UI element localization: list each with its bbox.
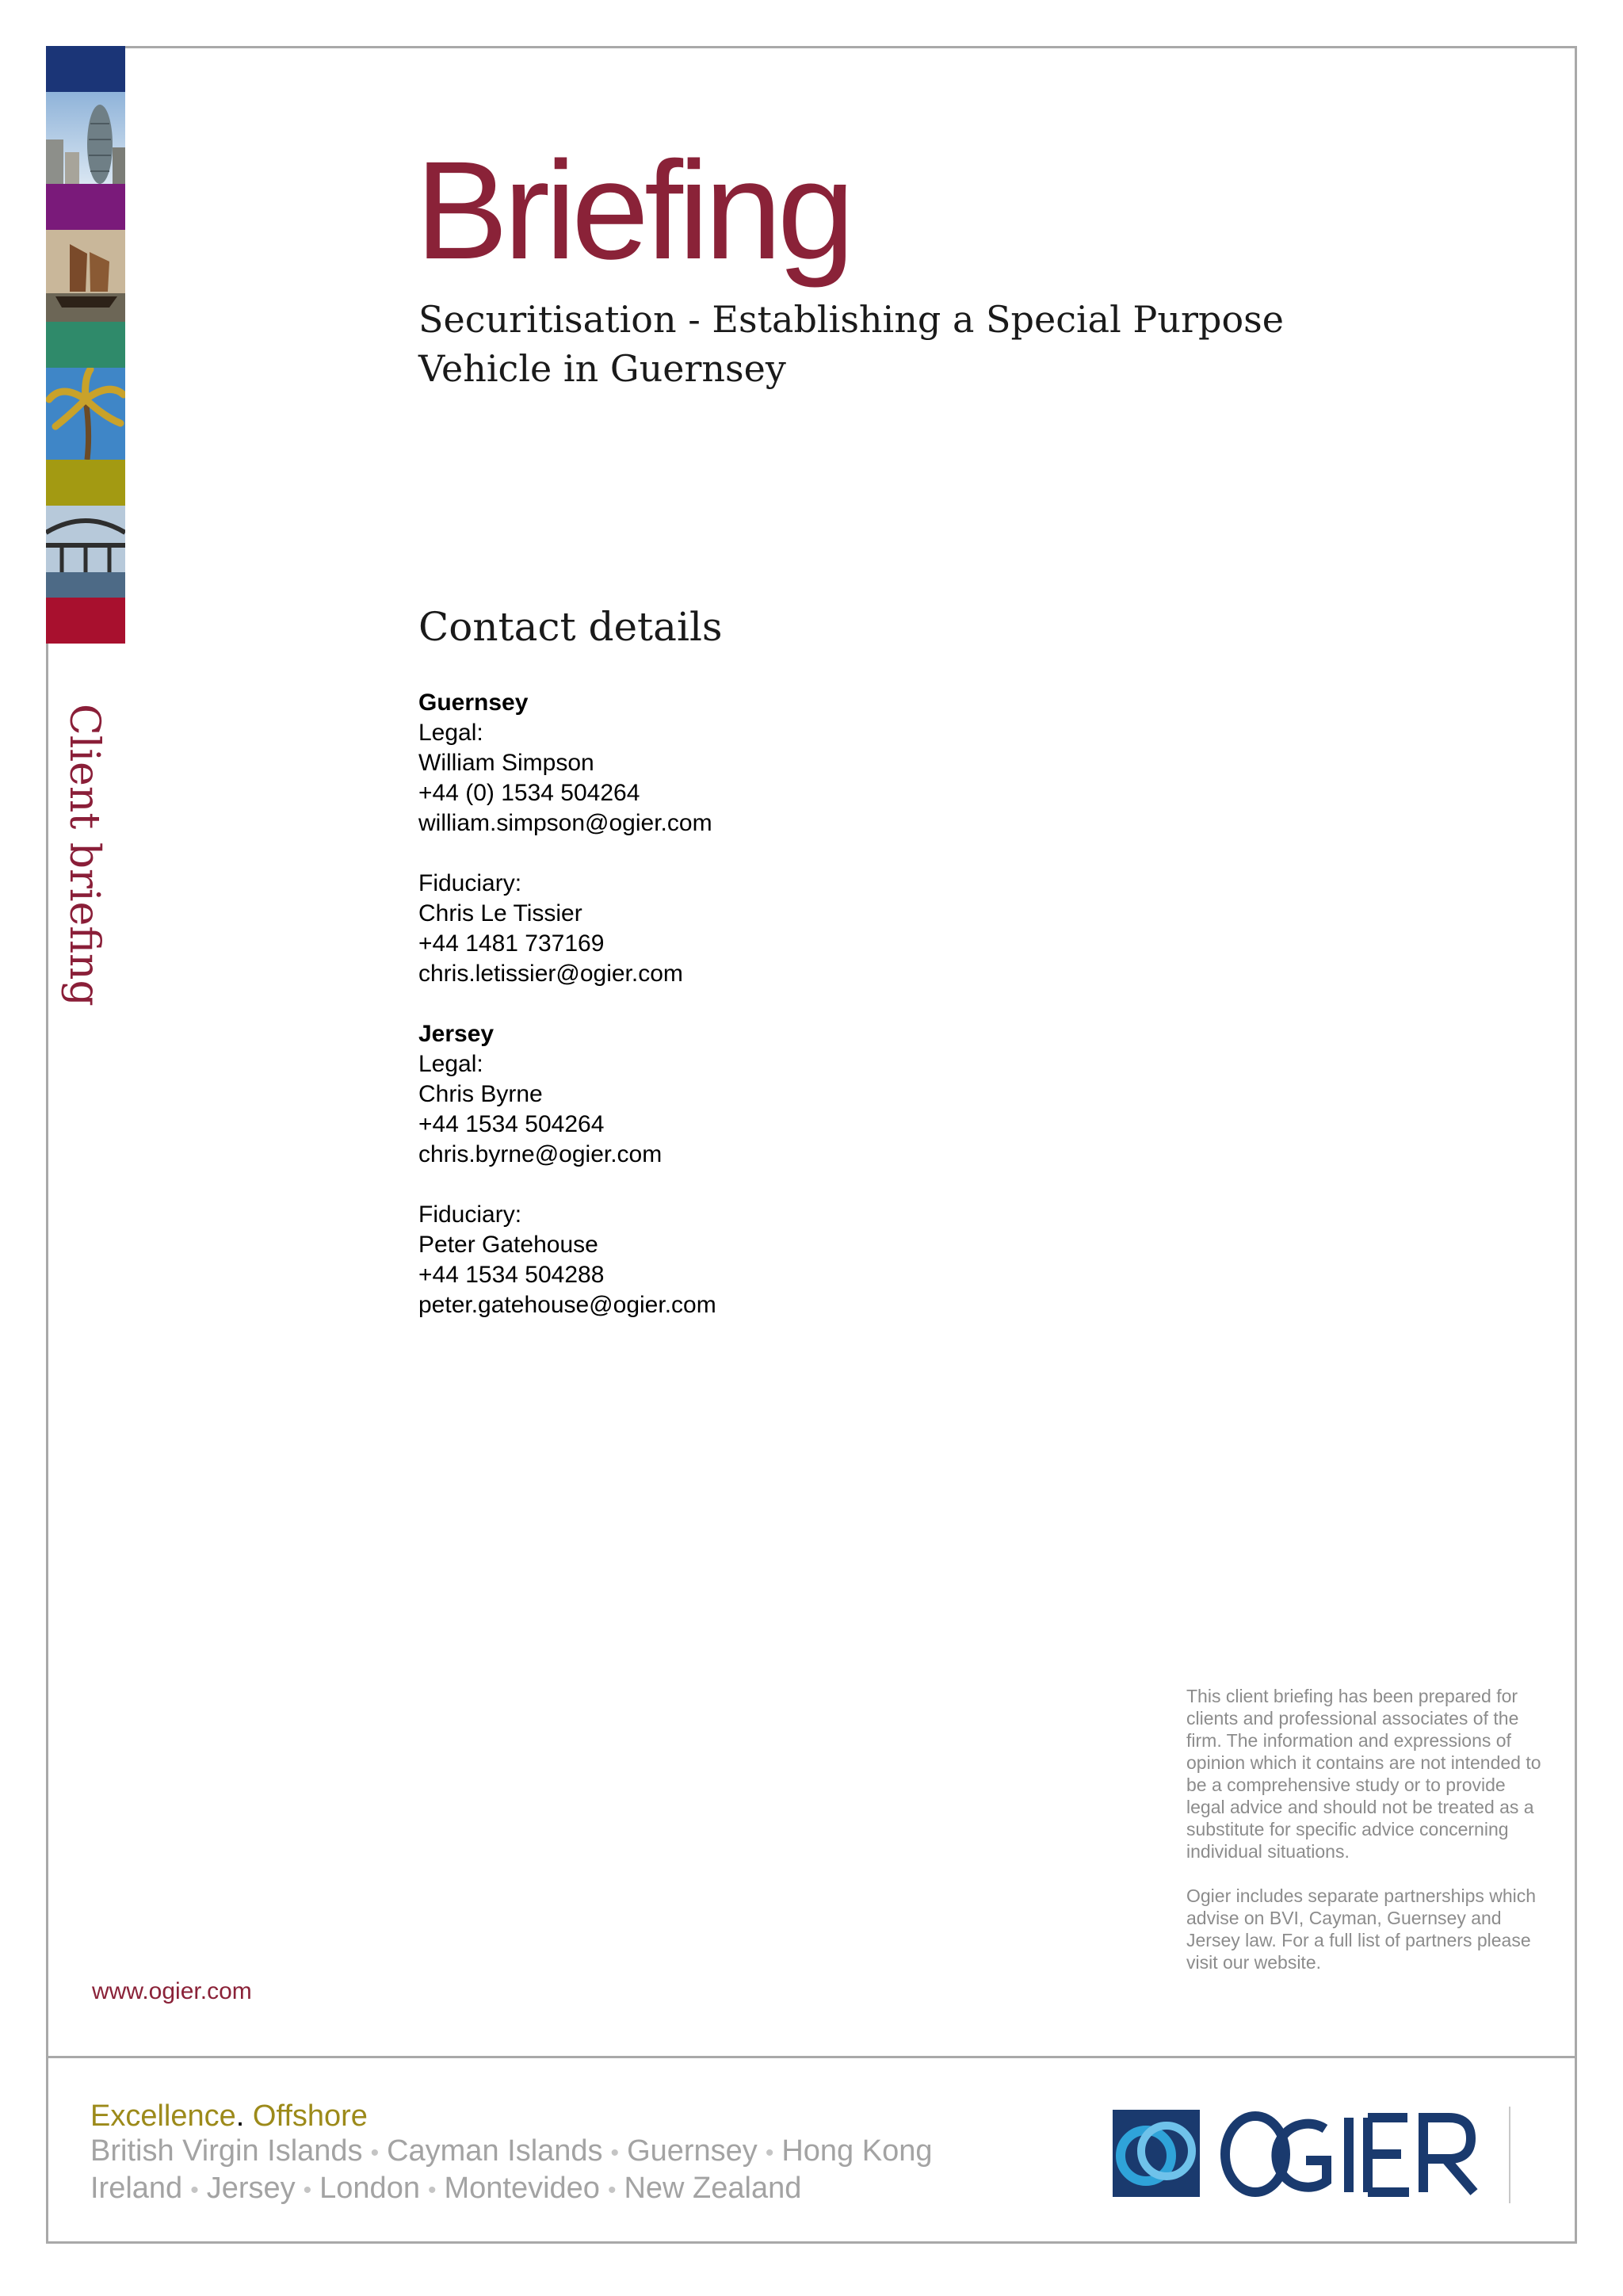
locations-line-1: [90, 2134, 1041, 2171]
region-name: Jersey: [418, 1021, 495, 1047]
location: London: [319, 2172, 420, 2205]
client-briefing-vertical-label: [60, 704, 108, 1021]
location: Montevideo: [444, 2172, 600, 2205]
page-title: Briefing: [415, 133, 850, 288]
color-block-navy: [46, 46, 125, 92]
contact-email-link[interactable]: chris.letissier@ogier.com: [418, 961, 683, 987]
contact-person: Chris Byrne: [418, 1081, 543, 1107]
contact-region-guernsey: [418, 688, 716, 989]
separator-dot: •: [370, 2140, 380, 2166]
separator-dot: •: [765, 2140, 774, 2166]
image-strip: [46, 46, 125, 644]
contact-phone: +44 (0) 1534 504264: [418, 780, 640, 806]
location: Jersey: [206, 2172, 296, 2205]
location: Hong Kong: [781, 2134, 933, 2168]
tagline-excellence: Excellence: [90, 2099, 236, 2133]
office-locations: [90, 2134, 1041, 2208]
footer-divider: [46, 2056, 1577, 2058]
contact-person: Chris Le Tissier: [418, 900, 582, 926]
contact-list: [418, 688, 716, 1320]
contact-person: William Simpson: [418, 750, 594, 776]
tagline-offshore: Offshore: [252, 2099, 368, 2133]
separator-dot: •: [303, 2177, 312, 2203]
tagline-separator: .: [235, 2099, 253, 2133]
tagline: [90, 2099, 368, 2134]
color-block-olive: [46, 460, 125, 506]
color-block-purple: [46, 184, 125, 230]
disclaimer: [1186, 1685, 1543, 1996]
locations-line-2: [90, 2171, 1041, 2208]
junk-boat-photo: [46, 230, 125, 322]
contact-phone: +44 1534 504288: [418, 1262, 605, 1288]
contact-email-link[interactable]: peter.gatehouse@ogier.com: [418, 1292, 716, 1318]
website-link[interactable]: www.ogier.com: [92, 1978, 252, 2004]
separator-dot: •: [427, 2177, 437, 2203]
separator-dot: •: [610, 2140, 620, 2166]
contact-role: Fiduciary:: [418, 870, 522, 896]
disclaimer-paragraph: This client briefing has been prepared for clients and professional associates of the firm. The information and expressions of opinion which it contains are not intended to be a comprehensive study or to provide legal advice and should not be treated as a substitute for specific advice concerning individual situations.: [1186, 1686, 1541, 1862]
location: Cayman Islands: [387, 2134, 603, 2168]
contact-phone: +44 1481 737169: [418, 930, 605, 957]
contact-role: Legal:: [418, 1051, 483, 1077]
city-skyline-photo: [46, 92, 125, 184]
contact-details-heading: Contact details: [418, 604, 723, 650]
vertical-label-text: Client briefing: [60, 704, 108, 1007]
location: New Zealand: [624, 2172, 802, 2205]
color-block-teal: [46, 322, 125, 368]
separator-dot: •: [607, 2177, 617, 2203]
region-name: Guernsey: [418, 690, 529, 716]
contact-role: Fiduciary:: [418, 1201, 522, 1228]
location: Ireland: [90, 2172, 183, 2205]
ogier-logo: [1113, 2102, 1514, 2206]
contact-person: Peter Gatehouse: [418, 1232, 598, 1258]
harbour-bridge-photo: [46, 506, 125, 598]
contact-email-link[interactable]: chris.byrne@ogier.com: [418, 1141, 663, 1167]
contact-phone: +44 1534 504264: [418, 1111, 605, 1137]
color-block-red: [46, 598, 125, 644]
disclaimer-paragraph: Ogier includes separate partnerships which advise on BVI, Cayman, Guernsey and Jersey law. For a full list of partners please visit our website.: [1186, 1885, 1537, 1973]
location: British Virgin Islands: [90, 2134, 363, 2168]
separator-dot: •: [190, 2177, 199, 2203]
palm-tree-photo: [46, 368, 125, 460]
page-subtitle: Securitisation - Establishing a Special Purpose Vehicle in Guernsey: [418, 298, 1284, 390]
contact-role: Legal:: [418, 720, 483, 746]
location: Guernsey: [627, 2134, 758, 2168]
contact-region-jersey: [418, 1019, 716, 1320]
contact-email-link[interactable]: william.simpson@ogier.com: [418, 810, 712, 836]
